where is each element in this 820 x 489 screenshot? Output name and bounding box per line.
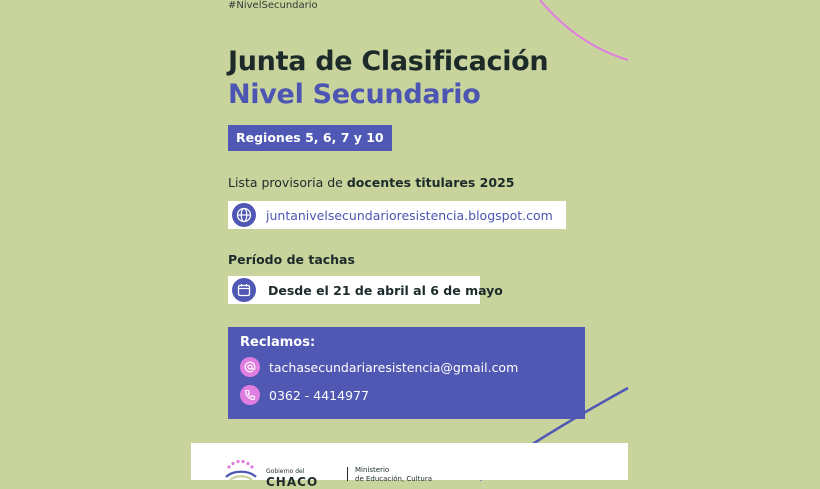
website-link[interactable]: juntanivelsecundarioresistencia.blogspot.com <box>266 207 553 223</box>
phone-link[interactable]: 0362 - 4414977 <box>269 387 369 403</box>
footer <box>191 443 628 489</box>
periodo-label: Período de tachas <box>228 252 355 267</box>
website-pill[interactable] <box>228 201 566 229</box>
title-line-1: Junta de Clasificación <box>228 46 549 77</box>
list-description-prefix: Lista provisoria de <box>228 175 347 190</box>
footer-ministerio <box>355 466 432 484</box>
hashtag: #NivelSecundario <box>228 0 318 11</box>
phone-row[interactable] <box>240 385 369 405</box>
phone-icon <box>240 385 260 405</box>
regions-badge: Regiones 5, 6, 7 y 10 <box>228 125 392 151</box>
list-description-bold: docentes titulares 2025 <box>346 175 515 190</box>
reclamos-box <box>228 327 585 419</box>
chaco-logo <box>223 457 259 480</box>
footer-gobierno: Gobierno del <box>266 468 305 475</box>
calendar-icon <box>232 278 256 302</box>
dates-text: Desde el 21 de abril al 6 de mayo <box>268 282 503 298</box>
email-link[interactable]: tachasecundariaresistencia@gmail.com <box>269 359 519 375</box>
email-row[interactable] <box>240 357 518 377</box>
ministerio-line-1: Ministerio <box>355 466 390 474</box>
dates-pill <box>228 276 503 304</box>
list-description <box>228 175 514 190</box>
pink-arc <box>540 0 628 60</box>
footer-chaco: CHACO <box>266 475 319 489</box>
footer-divider <box>347 467 348 481</box>
at-icon <box>240 357 260 377</box>
title-line-2: Nivel Secundario <box>228 79 481 110</box>
ministerio-line-2: de Educación, Cultura <box>355 475 432 483</box>
globe-icon <box>232 203 256 227</box>
reclamos-title: Reclamos: <box>240 335 316 350</box>
